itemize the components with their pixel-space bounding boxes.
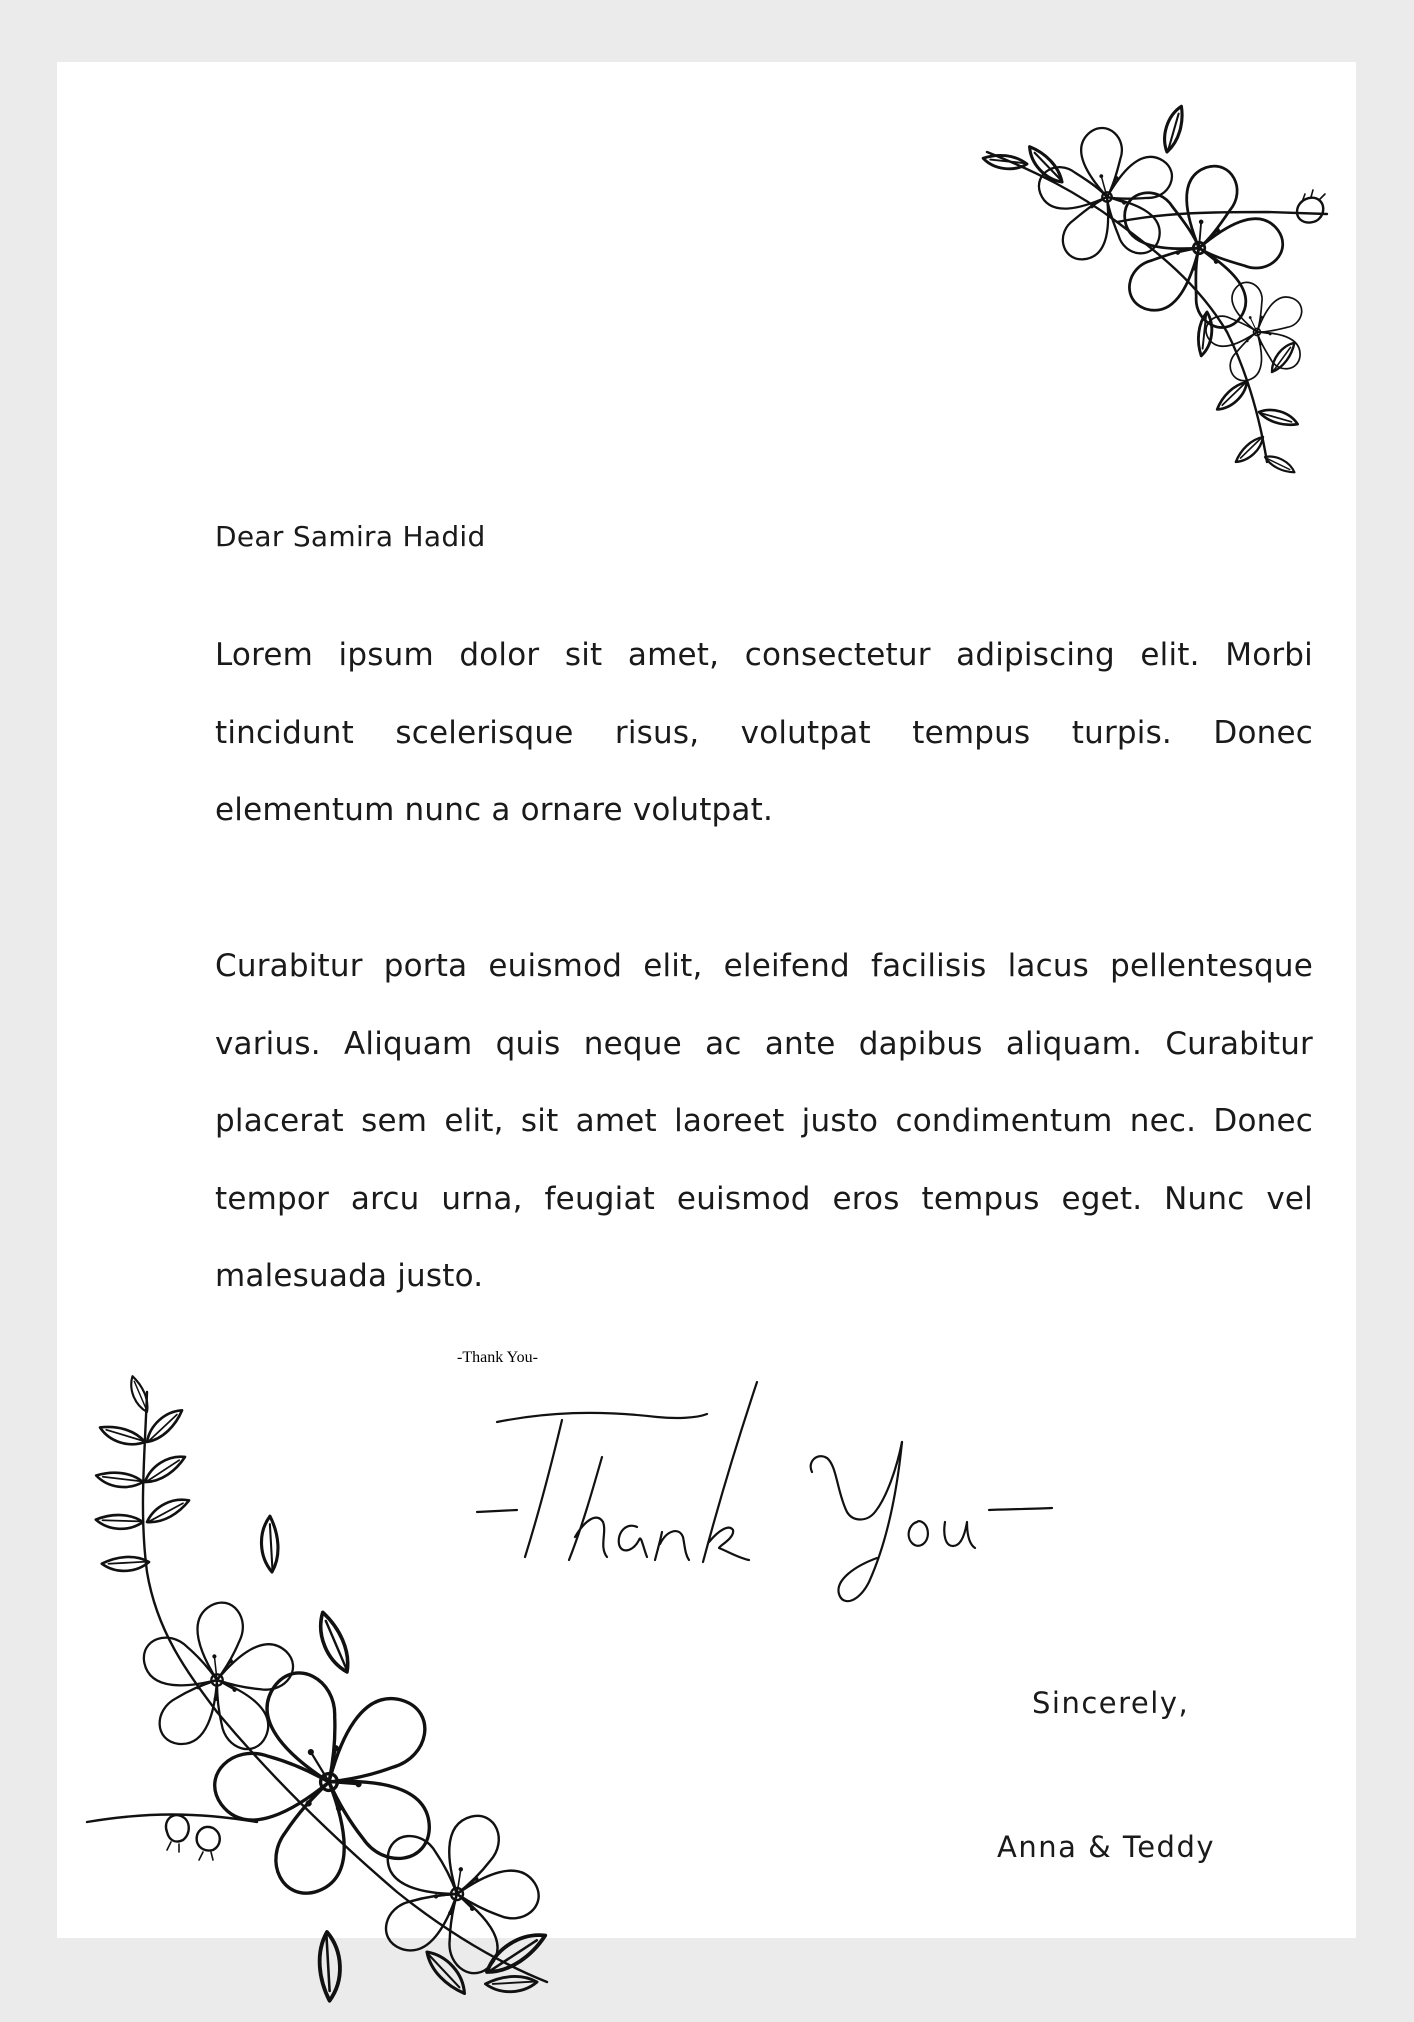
closing-line: Sincerely,	[1032, 1686, 1190, 1720]
body-paragraph-1: Lorem ipsum dolor sit amet, consectetur adipiscing elit. Morbi tincidunt scelerisque risus, volutpat tempus turpis. Donec elementum nunc a ornare volutpat.	[215, 637, 1313, 828]
signature: Anna & Teddy	[997, 1830, 1216, 1864]
salutation: Dear Samira Hadid	[215, 520, 486, 553]
body-paragraph-2: Curabitur porta euismod elit, eleifend facilisis lacus pellentesque varius. Aliquam quis neque ac ante dapibus aliquam. Curabitur placerat sem elit, sit amet laoreet justo condimentum nec. Donec tempor arcu urna, feugiat euismod eros tempus eget. Nunc vel malesuada justo.	[215, 948, 1313, 1294]
floral-corner-top-right-icon	[967, 82, 1347, 492]
thank-you-text: -Thank You-	[457, 1349, 538, 1366]
floral-corner-bottom-left-icon	[67, 1372, 607, 2022]
letter-sheet	[57, 62, 1356, 1938]
